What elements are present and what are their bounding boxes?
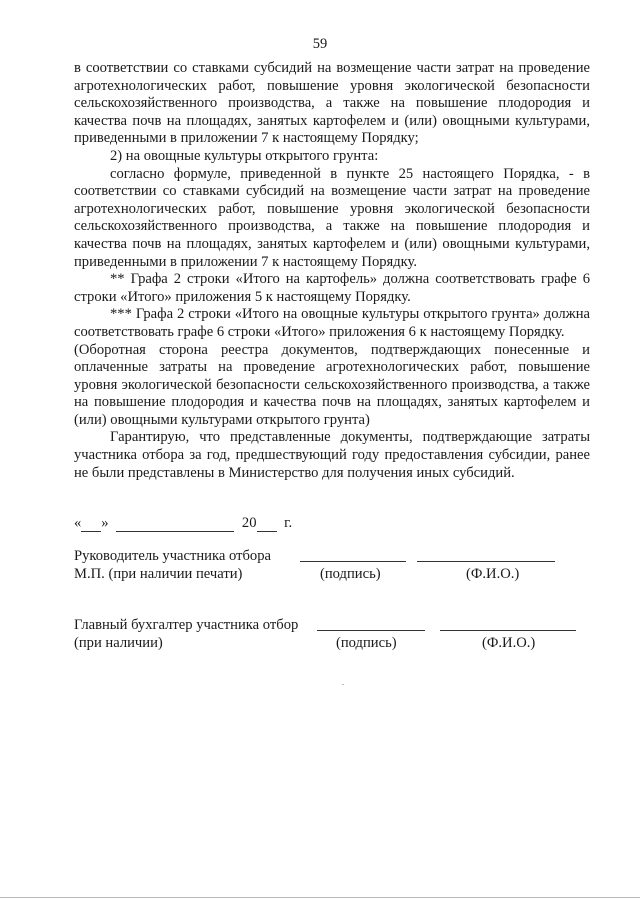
accountant-subtitle: (при наличии): [74, 635, 163, 651]
reverse-side-note: (Оборотная сторона реестра документов, подтверждающих понесенные и оплаченные затраты на проведение агротехнологических работ, повышение уровня экологической безопасности сельскохозяйственного производства, а также на повышение плодородия и качества почв на площадях, занятых картофелем и (или) овощными культурами открытого грунта): [74, 341, 590, 428]
year-blank: [257, 518, 277, 532]
accountant-signature-line: [317, 630, 425, 631]
accountant-name-label: (Ф.И.О.): [482, 635, 536, 651]
director-subtitle: М.П. (при наличии печати): [74, 566, 243, 582]
director-signature-label: (подпись): [320, 566, 381, 582]
day-blank: [81, 518, 101, 532]
document-body: [74, 60, 590, 482]
guarantee-statement: Гарантирую, что представленные документы, подтверждающие затраты участника отбора за год, предшествующий году предоставления субсидии, ранее не были представлены в Министерство для получения иных субсидий.: [74, 429, 590, 481]
signature-director: [74, 548, 590, 584]
accountant-name-line: [440, 630, 576, 631]
year-prefix: 20: [241, 515, 257, 531]
director-title: Руководитель участника отбора: [74, 548, 271, 564]
page-bottom-edge: [0, 897, 640, 898]
paragraph-1: в соответствии со ставками субсидий на возмещение части затрат на проведение агротехнологических работ, повышение уровня экологической безопасности сельскохозяйственного производства, а также на повышение плодородия и качества почв на площадях, занятых картофелем и (или) овощными культурами, приведенными в приложении 7 к настоящему Порядку;: [74, 60, 590, 147]
month-blank: [116, 518, 234, 532]
director-name-label: (Ф.И.О.): [466, 566, 520, 582]
director-name-line: [417, 561, 555, 562]
footnote-double-asterisk: ** Графа 2 строки «Итого на картофель» должна соответствовать графе 6 строки «Итого» приложения 5 к настоящему Порядку.: [74, 271, 590, 305]
director-signature-line: [300, 561, 406, 562]
accountant-title: Главный бухгалтер участника отбор: [74, 617, 299, 633]
date-close-quote: »: [101, 515, 109, 531]
date-line: [74, 515, 292, 532]
paragraph-3: согласно формуле, приведенной в пункте 25 настоящего Порядка, - в соответствии со ставками субсидий на возмещение части затрат на проведение агротехнологических работ, повышение уровня экологической безопасности сельскохозяйственного производства, а также на повышение плодородия и качества почв на площадях, занятых картофелем и (или) овощными культурами, приведенными в приложении 7 к настоящему Порядку.: [74, 165, 590, 270]
scan-speck: [342, 684, 344, 685]
page-number: 59: [312, 36, 328, 52]
paragraph-2: 2) на овощные культуры открытого грунта:: [110, 147, 379, 164]
signature-accountant: [74, 617, 590, 653]
date-open-quote: «: [74, 515, 82, 531]
footnote-triple-asterisk: *** Графа 2 строки «Итого на овощные культуры открытого грунта» должна соответствовать графе 6 строки «Итого» приложения 6 к настоящему Порядку.: [74, 306, 590, 340]
year-suffix: г.: [284, 515, 293, 531]
accountant-signature-label: (подпись): [336, 635, 397, 651]
